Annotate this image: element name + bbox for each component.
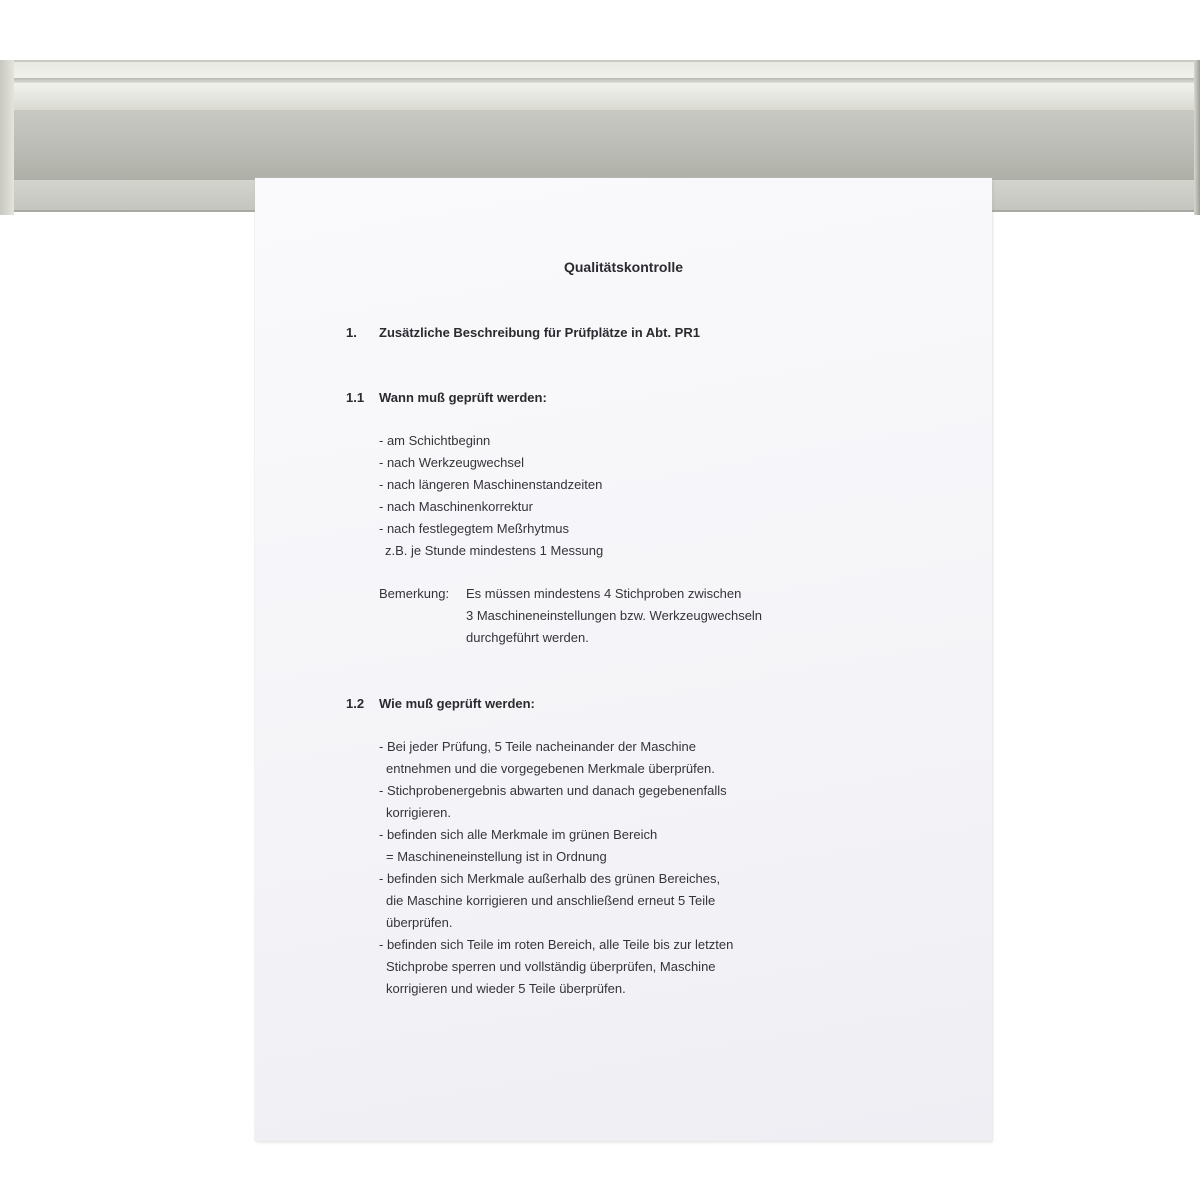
document-title: Qualitätskontrolle (563, 259, 684, 275)
list-item: korrigieren und wieder 5 Teile überprüfen. (386, 981, 626, 996)
list-item: - nach festlegegtem Meßrhytmus (379, 521, 570, 536)
rail-clamp-strip (0, 110, 1200, 181)
section-1-title: Zusätzliche Beschreibung für Prüfplätze in Abt. PR1 (379, 325, 700, 340)
list-item: - nach Maschinenkorrektur (379, 499, 533, 514)
remark-line: 3 Maschineneinstellungen bzw. Werkzeugwechseln (466, 608, 763, 623)
list-item: = Maschineneinstellung ist in Ordnung (386, 849, 607, 864)
list-item: überprüfen. (386, 915, 453, 930)
list-item: entnehmen und die vorgegebenen Merkmale überprüfen. (386, 761, 715, 776)
list-item: - befinden sich Merkmale außerhalb des grünen Bereiches, (379, 871, 721, 886)
list-item: - befinden sich alle Merkmale im grünen Bereich (379, 827, 658, 842)
list-item: die Maschine korrigieren und anschließend erneut 5 Teile (386, 893, 716, 908)
section-1-2-number: 1.2 (346, 696, 365, 711)
list-item: - nach Werkzeugwechsel (379, 455, 524, 470)
paper-sheet (255, 178, 992, 1141)
list-item: - Stichprobenergebnis abwarten und danach gegebenenfalls (379, 783, 727, 798)
list-item: - am Schichtbeginn (379, 433, 491, 448)
section-1-2-title: Wie muß geprüft werden: (379, 696, 535, 711)
list-item: - befinden sich Teile im roten Bereich, alle Teile bis zur letzten (379, 937, 734, 952)
list-item: korrigieren. (386, 805, 452, 820)
section-1-1-heading (346, 390, 547, 405)
rail-left-end (0, 60, 14, 215)
remark-label: Bemerkung: (379, 586, 450, 601)
rail-groove (0, 78, 1200, 83)
remark-line: durchgeführt werden. (466, 630, 589, 645)
section-1-1-number: 1.1 (346, 390, 365, 405)
section-1-2-heading (346, 696, 535, 711)
section-1-heading (346, 325, 700, 340)
list-item: Stichprobe sperren und vollständig überprüfen, Maschine (386, 959, 716, 974)
section-1-1-title: Wann muß geprüft werden: (379, 390, 547, 405)
list-item: z.B. je Stunde mindestens 1 Messung (385, 543, 604, 558)
rail-top-profile (0, 60, 1200, 113)
section-1-number: 1. (346, 325, 357, 340)
rail-right-end (1194, 60, 1200, 215)
list-item: - nach längeren Maschinenstandzeiten (379, 477, 603, 492)
list-item: - Bei jeder Prüfung, 5 Teile nacheinander der Maschine (379, 739, 697, 754)
remark-line: Es müssen mindestens 4 Stichproben zwischen (466, 586, 742, 601)
